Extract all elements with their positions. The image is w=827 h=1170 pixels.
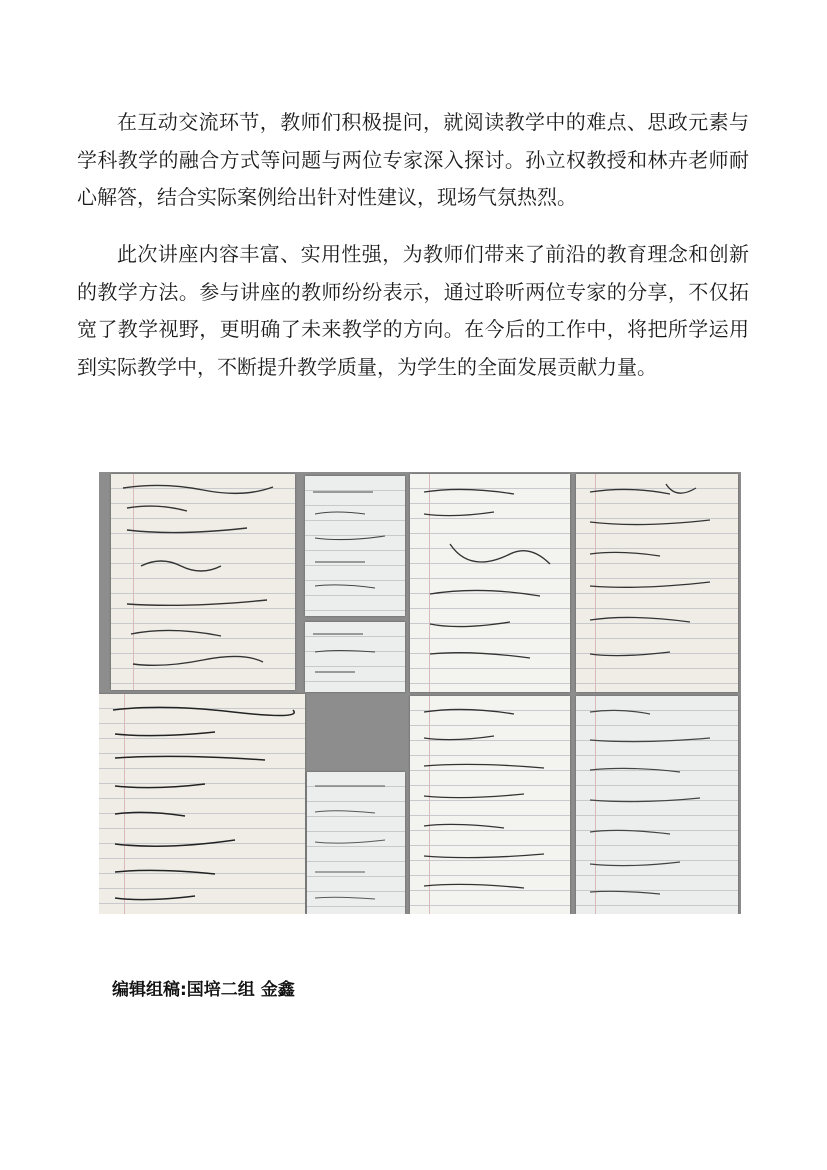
handwritten-note-photo	[99, 694, 305, 914]
handwritten-note-photo	[305, 476, 405, 616]
handwritten-note-photo	[576, 696, 738, 914]
notes-photo-collage	[99, 472, 741, 914]
handwritten-note-photo	[410, 474, 570, 692]
handwritten-note-photo	[576, 474, 738, 692]
handwritten-note-photo	[111, 474, 295, 690]
editor-credit: 编辑组稿:国培二组 金鑫	[112, 980, 295, 1000]
handwritten-note-photo	[410, 696, 570, 914]
paragraph-interaction: 在互动交流环节，教师们积极提问，就阅读教学中的难点、思政元素与学科教学的融合方式等问题与两位专家深入探讨。孙立权教授和林卉老师耐心解答，结合实际案例给出针对性建议，现场气氛热烈。	[77, 110, 749, 209]
handwritten-note-photo	[307, 772, 405, 914]
handwritten-note-photo	[305, 622, 405, 692]
paragraph-summary: 此次讲座内容丰富、实用性强，为教师们带来了前沿的教育理念和创新的教学方法。参与讲座的教师纷纷表示，通过聆听两位专家的分享，不仅拓宽了教学视野，更明确了未来教学的方向。在今后的工作中，将把所学运用到实际教学中，不断提升教学质量，为学生的全面发展贡献力量。	[77, 242, 749, 379]
